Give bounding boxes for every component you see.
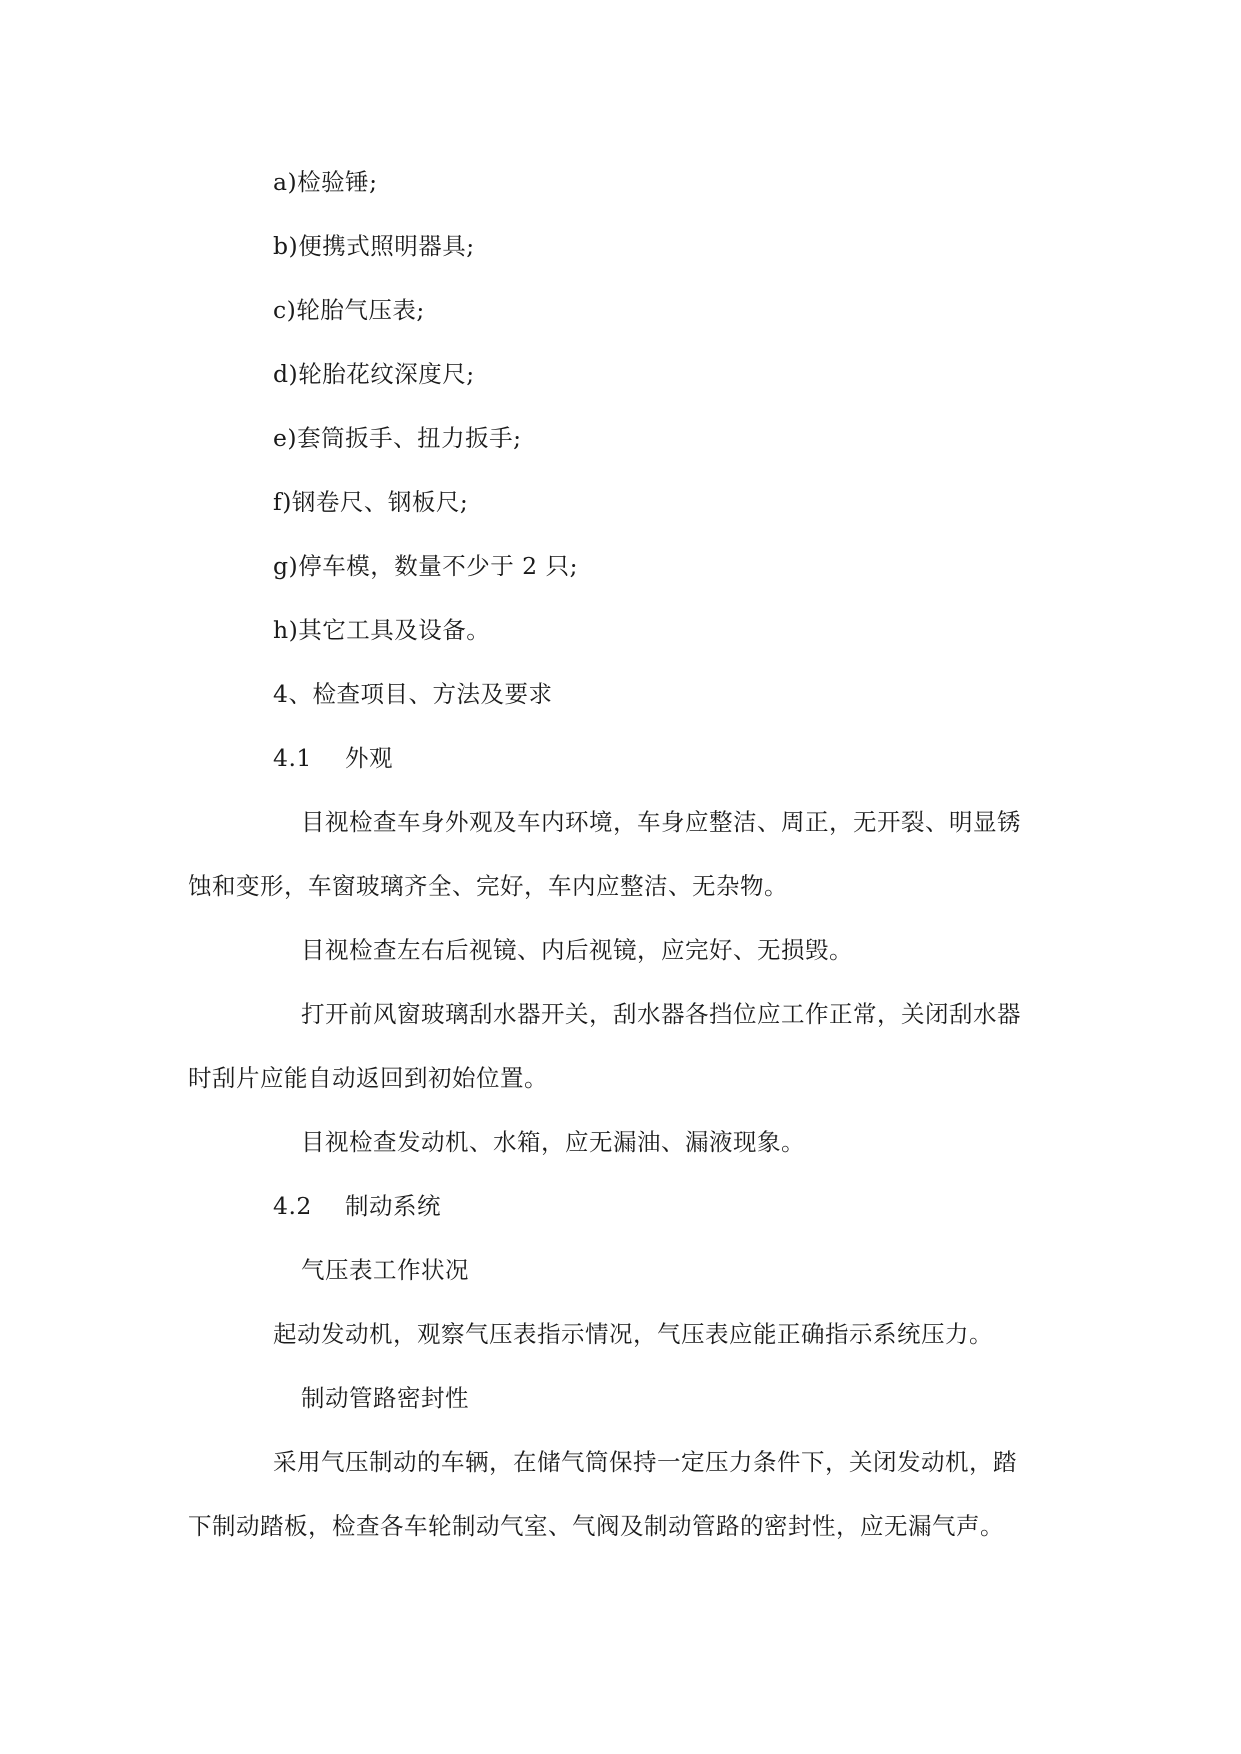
- section-number: 4.1: [273, 744, 312, 772]
- tool-item-c: c)轮胎气压表;: [273, 296, 425, 324]
- paragraph-line: 目视检查发动机、水箱，应无漏油、漏液现象。: [301, 1128, 805, 1156]
- paragraph-line: 采用气压制动的车辆，在储气筒保持一定压力条件下，关闭发动机，踏: [273, 1448, 1017, 1476]
- section-4-heading: 4、检查项目、方法及要求: [273, 680, 553, 708]
- tool-item-a: a)检验锤;: [273, 168, 378, 196]
- paragraph-line: 打开前风窗玻璃刮水器开关，刮水器各挡位应工作正常，关闭刮水器: [301, 1000, 1021, 1028]
- section-4-1-heading: [273, 743, 393, 773]
- section-title: 外观: [345, 744, 393, 772]
- tool-item-d: d)轮胎花纹深度尺;: [273, 360, 475, 388]
- section-title: 制动系统: [345, 1192, 441, 1220]
- tool-item-e: e)套筒扳手、扭力扳手;: [273, 424, 522, 452]
- paragraph-line: 目视检查左右后视镜、内后视镜，应完好、无损毁。: [301, 936, 853, 964]
- paragraph-line: 目视检查车身外观及车内环境，车身应整洁、周正，无开裂、明显锈: [301, 808, 1021, 836]
- subsection-heading: 制动管路密封性: [301, 1384, 469, 1412]
- tool-item-b: b)便携式照明器具;: [273, 232, 475, 260]
- section-4-2-heading: [273, 1191, 441, 1221]
- section-number: 4.2: [273, 1192, 312, 1220]
- paragraph-line: 时刮片应能自动返回到初始位置。: [188, 1064, 548, 1092]
- tool-item-g: g)停车模，数量不少于 2 只;: [273, 552, 579, 580]
- subsection-heading: 气压表工作状况: [301, 1256, 469, 1284]
- paragraph-line: 下制动踏板，检查各车轮制动气室、气阀及制动管路的密封性，应无漏气声。: [188, 1512, 1004, 1540]
- paragraph-line: 蚀和变形，车窗玻璃齐全、完好，车内应整洁、无杂物。: [188, 872, 788, 900]
- paragraph-line: 起动发动机，观察气压表指示情况，气压表应能正确指示系统压力。: [273, 1320, 993, 1348]
- tool-item-h: h)其它工具及设备。: [273, 616, 491, 644]
- tool-item-f: f)钢卷尺、钢板尺;: [273, 488, 469, 516]
